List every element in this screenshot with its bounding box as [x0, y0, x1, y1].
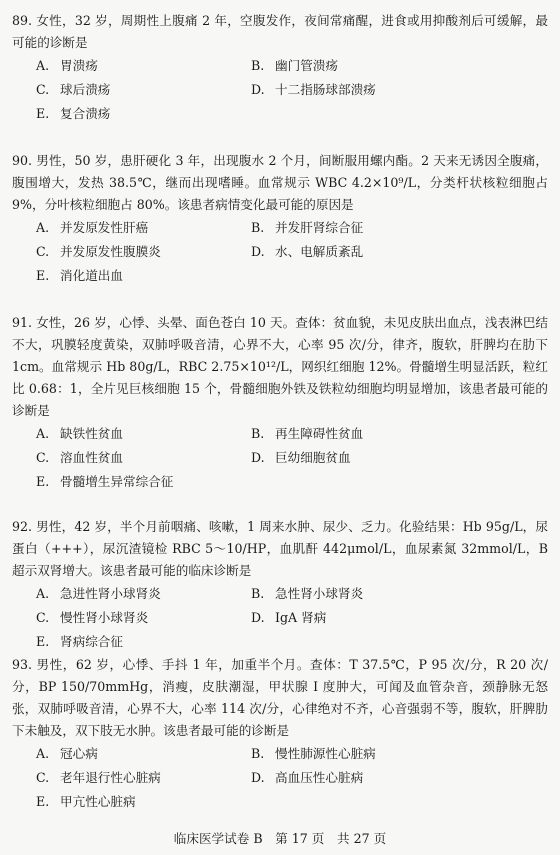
question-text: 女性，32 岁，周期性上腹痛 2 年，空腹发作，夜间常痛醒，进食或用抑酸剂后可缓解，最可能的诊断是: [12, 13, 548, 50]
option-c: C. 慢性肾小球肾炎: [36, 610, 149, 625]
question-stem: [12, 516, 548, 582]
option-list: [36, 422, 548, 494]
option-d: D. 巨幼细胞贫血: [251, 450, 351, 465]
question-text: 女性，26 岁，心悸、头晕、面色苍白 10 天。查体：贫血貌，未见皮肤出血点，浅表淋巴结不大，巩膜轻度黄染，双肺呼吸音清，心界不大，心率 95 次/分，律齐，腹软，肝脾均在肋下 1cm。血常规示 Hb 80g/L，RBC 2.75×10¹²/L，网织红细胞 12%。骨髓增生明显活跃，粒红比 0.68：1，全片见巨核细胞 15 个，骨髓细胞外铁及铁粒幼细胞均明显增加，该患者最可能的诊断是: [12, 315, 548, 418]
question-text: 男性，42 岁，半个月前咽痛、咳嗽，1 周来水肿、尿少、乏力。化验结果：Hb 95g/L，尿蛋白（+++），尿沉渣镜检 RBC 5～10/HP，血肌酐 442μmol/L，血尿素氮 32mmol/L，B 超示双肾增大。该患者最可能的临床诊断是: [12, 519, 548, 578]
option-c: C. 并发原发性腹膜炎: [36, 244, 161, 259]
option-d: D. 十二指肠球部溃疡: [251, 82, 376, 97]
option-e: E. 消化道出血: [36, 268, 123, 283]
question-stem: [12, 654, 548, 742]
question-92: [12, 516, 548, 654]
option-e: E. 骨髓增生异常综合征: [36, 474, 174, 489]
question-number: 89.: [12, 13, 33, 28]
option-d: D. IgA 肾病: [251, 610, 327, 625]
option-b: B. 并发肝肾综合征: [251, 220, 364, 235]
question-stem: [12, 312, 548, 422]
option-a: A. 冠心病: [36, 746, 98, 761]
question-stem: [12, 10, 548, 54]
question-text: 男性，62 岁，心悸、手抖 1 年，加重半个月。查体：T 37.5℃，P 95 次/分，R 20 次/分，BP 150/70mmHg，消瘦，皮肤潮湿，甲状腺 I 度肿大，可闻及血管杂音，颈静脉无怒张，双肺呼吸音清，心界不大，心率 114 次/分，心律绝对不齐，心音强弱不等，腹软，肝脾肋下未触及，双下肢无水肿。该患者最可能的诊断是: [12, 657, 548, 738]
option-b: B. 再生障碍性贫血: [251, 426, 364, 441]
option-list: [36, 582, 548, 654]
question-number: 92.: [12, 519, 33, 534]
option-e: E. 肾病综合征: [36, 634, 123, 649]
question-91: [12, 312, 548, 494]
option-c: C. 老年退行性心脏病: [36, 770, 161, 785]
option-e: E. 复合溃疡: [36, 106, 111, 121]
option-e: E. 甲亢性心脏病: [36, 794, 136, 809]
option-a: A. 急进性肾小球肾炎: [36, 586, 161, 601]
question-90: [12, 150, 548, 288]
question-89: [12, 10, 548, 126]
question-93: [12, 654, 548, 814]
question-stem: [12, 150, 548, 216]
question-number: 90.: [12, 153, 33, 168]
question-number: 91.: [12, 315, 33, 330]
option-b: B. 急性肾小球肾炎: [251, 586, 364, 601]
option-d: D. 高血压性心脏病: [251, 770, 364, 785]
option-list: [36, 742, 548, 814]
option-list: [36, 54, 548, 126]
question-number: 93.: [12, 657, 33, 672]
option-c: C. 溶血性贫血: [36, 450, 123, 465]
option-a: A. 胃溃疡: [36, 58, 98, 73]
option-a: A. 缺铁性贫血: [36, 426, 123, 441]
question-text: 男性，50 岁，患肝硬化 3 年，出现腹水 2 个月，间断服用螺内酯。2 天来无诱因全腹痛，腹围增大，发热 38.5℃，继而出现嗜睡。血常规示 WBC 4.2×10⁹/L，分类杆状核粒细胞占 9%，分叶核粒细胞占 80%。该患者病情变化最可能的原因是: [12, 153, 548, 212]
option-d: D. 水、电解质紊乱: [251, 244, 364, 259]
option-list: [36, 216, 548, 288]
page-footer: 临床医学试卷 B 第 17 页 共 27 页: [173, 831, 387, 846]
option-a: A. 并发原发性肝癌: [36, 220, 149, 235]
option-b: B. 幽门管溃疡: [251, 58, 338, 73]
option-c: C. 球后溃疡: [36, 82, 111, 97]
option-b: B. 慢性肺源性心脏病: [251, 746, 376, 761]
